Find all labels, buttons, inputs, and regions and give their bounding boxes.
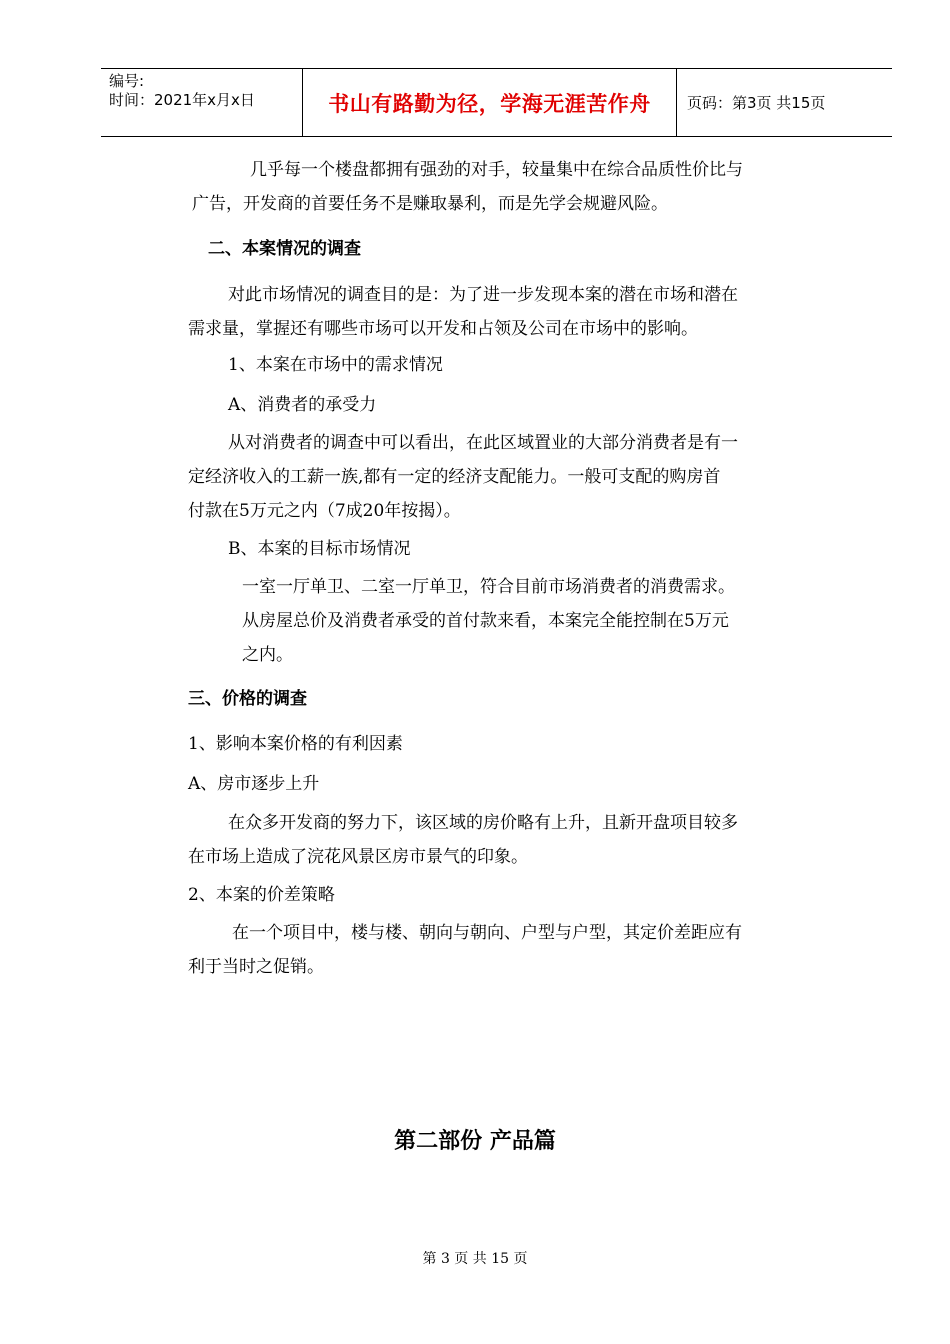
document-number-label: 编号:: [109, 72, 145, 90]
paragraph-line: 广告，开发商的首要任务不是赚取暴利，而是先学会规避风险。: [192, 194, 668, 214]
header-divider: [676, 69, 677, 136]
paragraph-line: 在市场上造成了浣花风景区房市景气的印象。: [188, 847, 528, 867]
paragraph-line: 之内。: [242, 645, 293, 665]
paragraph-line: 付款在5万元之内（7成20年按揭）。: [188, 501, 461, 521]
paragraph-line: 从对消费者的调查中可以看出，在此区域置业的大部分消费者是有一: [228, 433, 738, 453]
section-heading: 三、价格的调查: [188, 689, 307, 709]
paragraph-line: 在一个项目中，楼与楼、朝向与朝向、户型与户型，其定价差距应有: [232, 923, 742, 943]
paragraph-line: 在众多开发商的努力下，该区域的房价略有上升，且新开盘项目较多: [228, 813, 738, 833]
list-item: 1、本案在市场中的需求情况: [228, 355, 443, 375]
paragraph-line: 几乎每一个楼盘都拥有强劲的对手，较量集中在综合品质性价比与: [250, 160, 743, 180]
paragraph-line: 从房屋总价及消费者承受的首付款来看，本案完全能控制在5万元: [242, 611, 729, 631]
list-item: 2、本案的价差策略: [188, 885, 335, 905]
section-heading: 二、本案情况的调查: [208, 239, 361, 259]
list-item: 1、影响本案价格的有利因素: [188, 734, 403, 754]
paragraph-line: 对此市场情况的调查目的是：为了进一步发现本案的潜在市场和潜在: [228, 285, 738, 305]
header-page-info: 页码：第3页 共15页: [687, 94, 826, 112]
header-left-cell: [109, 72, 255, 110]
header-motto: 书山有路勤为径，学海无涯苦作舟: [328, 91, 651, 116]
paragraph-line: 定经济收入的工薪一族,都有一定的经济支配能力。一般可支配的购房首: [188, 467, 721, 487]
page-footer: 第 3 页 共 15 页: [422, 1251, 528, 1267]
list-item: A、房市逐步上升: [188, 774, 320, 794]
document-time-label: 时间：2021年x月x日: [109, 91, 255, 109]
page-header: [101, 68, 892, 137]
paragraph-line: 利于当时之促销。: [188, 957, 324, 977]
paragraph-line: 一室一厅单卫、二室一厅单卫，符合目前市场消费者的消费需求。: [242, 577, 735, 597]
list-item: B、本案的目标市场情况: [228, 539, 411, 559]
paragraph-line: 需求量，掌握还有哪些市场可以开发和占领及公司在市场中的影响。: [188, 319, 698, 339]
list-item: A、消费者的承受力: [228, 395, 377, 415]
part-title: 第二部份 产品篇: [394, 1129, 556, 1154]
